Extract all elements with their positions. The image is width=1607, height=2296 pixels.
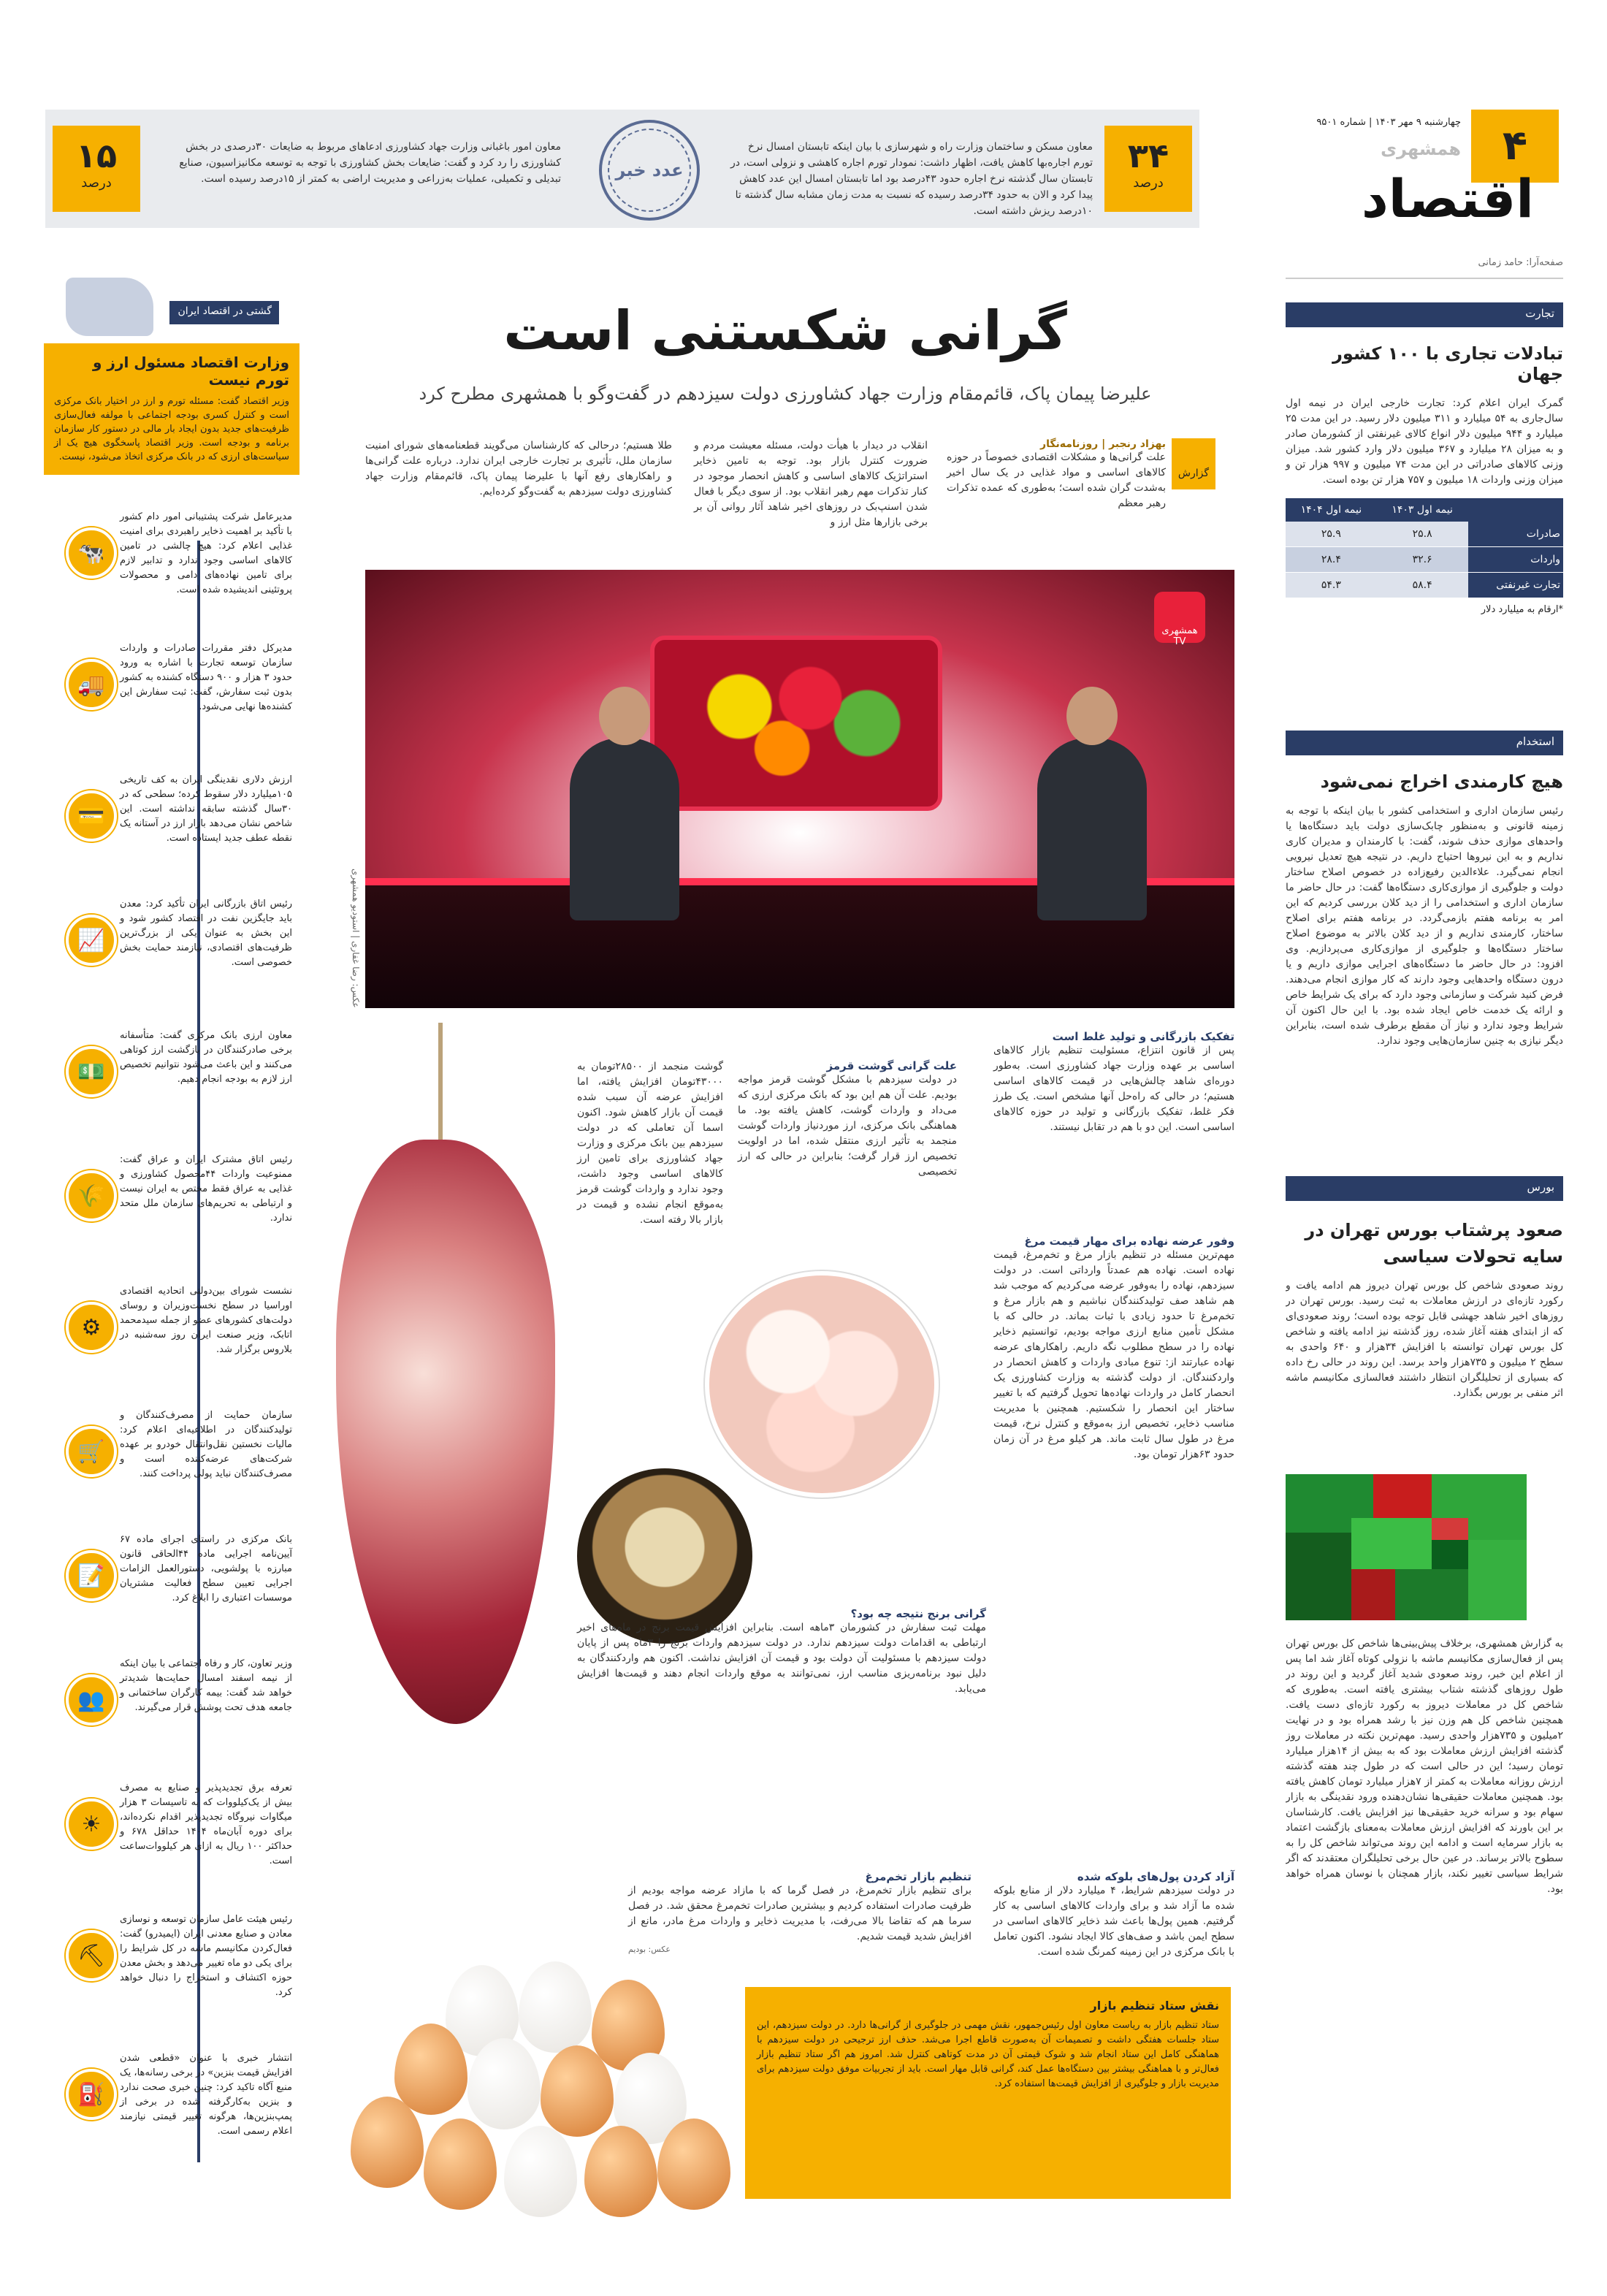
brand-hamshahri: همشهری <box>1381 139 1461 159</box>
section-meat <box>738 1059 957 1180</box>
main-headline: گرانی شکستنی است <box>503 300 1067 362</box>
subheading: علت گرانی گوشت قرمز <box>826 1059 957 1072</box>
stamp-label: عدد خبر <box>615 160 684 180</box>
sidebar-headline-body: وزیر اقتصاد گفت: مسئله تورم و ارز در اختیار بانک مرکزی است و کنترل کسری بودجه اجتماعی با مولفه فعال‌سازی ظرفیت‌های جدید بدون ایجاد بار مالی در دستور کار سازمان برنامه و بودجه است. وزیر اقتصاد پاسخگوی هیچ یک از سیاست‌های ارزی که در بانک مرکزی اتخاذ می‌شود، نیست. <box>54 396 289 462</box>
section-body: گمرک ایران اعلام کرد: تجارت خارجی ایران در نیمه اول سال‌جاری به ۵۴ میلیارد و ۳۱۱ میلیون دلار رسید. در این مدت ۲۵ میلیارد و ۹۴۴ میلیون دلار انواع کالای غیرنفتی از کشورمان صادر و به میزان ۲۸ میلیارد و ۳۶۷ میلیون دلار وارد کشور شد. میزان وزنی کالاهای صادراتی در این مدت ۷۴ میلیون و ۹۹۷ هزار تن و میزان وزنی واردات ۱۸ میلیون و ۷۵۷ هزار تن بوده است. <box>1286 397 1564 486</box>
section-chicken <box>993 1235 1234 1679</box>
cell: ۲۵.۹ <box>1286 522 1377 547</box>
sidebar-item <box>44 1140 299 1256</box>
cow-icon: 🐄 <box>66 527 117 579</box>
section-text: در دولت سیزدهم با مشکل گوشت قرمز مواجه بودیم. علت آن هم این بود که بانک مرکزی ارزی که می‌داد و واردات گوشت، کاهش یافته بود. ما هماهنگی بانک مرکزی، ارز موردنیاز واردات گوشت منجمد به تأثیر ارزی منتقل شده، اما در اولویت تخصیص ارز قرار گرفت؛ بنابراین در حالی که ارز تخصیصی <box>738 1074 957 1178</box>
sidebar-item-text: مدیرکل دفتر مقررات صادرات و واردات سازمان توسعه تجارت با اشاره به ورود حدود ۳ هزار و ۹۰۰ دستگاه کشنده به کشور بدون ثبت سفارش، گفت: ثبت سفارش این کشنده‌ها نهایی می‌شود. <box>120 643 293 712</box>
page-number: ۴ <box>1471 110 1559 183</box>
sidebar-item <box>44 1015 299 1132</box>
section-tag: تجارت <box>1286 302 1563 327</box>
subheading: وفور عرضه نهاده برای مهار قیمت مرغ <box>1024 1235 1234 1248</box>
sidebar-item <box>44 628 299 745</box>
sidebar-item <box>44 2038 299 2155</box>
top-news-strip <box>45 110 1199 228</box>
solar-icon: ☀ <box>66 1799 117 1850</box>
news-number-stamp <box>599 120 700 221</box>
cell: ۲۵.۸ <box>1377 522 1468 547</box>
hamshahri-tv-logo: همشهری TV <box>1154 592 1205 643</box>
section-bank <box>993 1870 1234 1960</box>
section-tag: بورس <box>1286 1176 1563 1201</box>
box-title: نقش ستاد تنظیم بازار <box>1090 1999 1219 2013</box>
sidebar-item <box>44 1271 299 1388</box>
section-text: مهم‌ترین مسئله در تنظیم بازار مرغ و تخم‌مرغ، قیمت نهاده است. نهاده هم عمدتاً وارداتی است. در دولت سیزدهم، نهاده را به‌وفور عرضه می‌کردیم که موجب شد هم شاهد صف تولیدکنندگان نباشیم و هم بازار مرغ و تخم‌مرغ تا حدود زیادی با ثبات بماند. در حالی که با مشکل تأمین منابع ارزی مواجه بودیم، توانستیم ذخایر نهاده را در سطح مطلوب نگه داریم. راهکارهای عرضه نهاده عبارتند از: تنوع مبادی واردات و کاهش انحصار در واردکنندگان. از دولت گذشته به وزارت کشاورزی یک انحصار کامل در واردات نهاده‌ها تحویل گرفتیم که با تغییر ساختار این انحصار را شکستیم. همچنین با مدیریت مناسب ذخایر، تخصیص ارز به‌موقع و کنترل نرخ، قیمت مرغ در طول سال ثابت ماند. هر کیلو مرغ در آن زمان حدود ۶۳هزار تومان بود. <box>993 1249 1234 1460</box>
gear-icon: ⚙ <box>66 1302 117 1353</box>
cell: ۳۲.۶ <box>1377 547 1468 573</box>
photo-credit: عکس: رضا غفاری | استودیو همشهری <box>351 869 361 1008</box>
sidebar-item <box>44 1899 299 2016</box>
table-row <box>1286 573 1563 598</box>
sidebar-item <box>44 1395 299 1512</box>
issue-date: چهارشنبه ۹ مهر ۱۴۰۳ | شماره ۹۵۰۱ <box>1316 117 1461 128</box>
section-tafkik <box>993 1030 1234 1135</box>
section-text: پس از قانون انتزاع، مسئولیت تنظیم بازار کالاهای اساسی بر عهده وزارت جهاد کشاورزی است. به‌طور دوره‌ای شاهد چالش‌هایی در قیمت کالاهای اساسی هستیم؛ در حالی که راه‌حل آنها مشخص است. یک طرز فکر غلط، تفکیک بازرگانی و تولید در حوزه کالاهای اساسی است. این دو با هم در تقابل نیستند. <box>993 1045 1234 1133</box>
section-title: تبادلات تجاری با ۱۰۰ کشور جهان <box>1332 343 1563 384</box>
sidebar-item-text: تعرفه برق تجدیدپذیر و صنایع به مصرف بیش از یک‌کیلووات که به تاسیسات ۳ هزار میگاوات نیروگاه تجدیدپذیر اقدام نکرده‌اند، برای دوره آبان‌ماه ۱۴۰۴ حداقل ۶۷۸ و حداکثر ۱۰۰ ریال به ازای هر کیلووات‌ساعت است. <box>120 1782 292 1866</box>
iran-map-icon <box>66 278 153 336</box>
top-news-right: معاون مسکن و ساختمان وزارت راه و شهرسازی با بیان اینکه تابستان امسال نرخ تورم اجاره‌بها کاهش یافت، اظهار داشت: نمودار تورم اجاره کاهشی و نزولی است، در تابستان سال گذشته نرخ اجاره حدود ۴۳درصد بود اما تابستان امسال این عدد کاهش پیدا کرد و الان به حدود ۳۴درصد رسیده که نسبت به مدت زمان مشابه سال گذشته تا ۱۰درصد ریزش داشته است. <box>730 141 1093 217</box>
sidebar-item-text: ارزش دلاری نقدینگی ایران به کف تاریخی ۱۰۵میلیارد دلار سقوط کرده؛ سطحی که در ۳۰سال گذشته سابقه نداشته است. این شاخص نشان می‌دهد بازار ارز در آستانه یک نقطه عطف جدید ایستاده است. <box>120 774 292 844</box>
sidebar-item-text: وزیر تعاون، کار و رفاه اجتماعی با بیان اینکه از نیمه اسفند امسال حمایت‌ها شدیدتر خواهد شد گفت: بیمه کارگران ساختمانی و جامعه هدف تحت پوشش قرار می‌گیرند. <box>120 1658 292 1713</box>
subheading: تنظیم بازار تخم‌مرغ <box>865 1870 972 1883</box>
guest-figure <box>1037 738 1147 920</box>
money-icon: 💵 <box>66 1046 117 1097</box>
sidebar-item-text: مدیرعامل شرکت پشتیبانی امور دام کشور با تأکید بر اهمیت ذخایر راهبردی برای امنیت غذایی اعلام کرد: هیچ چالشی در تامین کالاهای اساسی وجود ندارد و تدابیر لازم برای تامین نهاده‌های دامی و محصولات پروتئینی اندیشیده شده است. <box>120 511 292 595</box>
top-news-left: معاون امور باغبانی وزارت جهاد کشاورزی ادعاهای مربوط به ضایعات ۳۰درصدی در بخش کشاورزی را رد کرد و گفت: ضایعات بخش کشاورزی با توجه به توسعه مکانیزاسیون، صنایع تبدیلی و تکمیلی، عملیات به‌زراعی و مدیریت اراضی به کمتر از ۱۵درصد رسیده است. <box>179 141 561 185</box>
mining-icon: ⛏ <box>66 1930 117 1981</box>
rent-inflation-stat <box>1104 126 1192 212</box>
cell: ۵۸.۴ <box>1377 573 1468 598</box>
bourse-body-cont: به گزارش همشهری، برخلاف پیش‌بینی‌ها شاخص کل بورس تهران پس از فعال‌سازی مکانیسم ماشه با نزولی کوتاه آغاز شد اما پس از اعلام این خبر، روند صعودی شدید آغاز گردید و این روند در طول روزهای گذشته شتاب بیشتری یافته است. به‌طوری که شاخص کل در معاملات دیروز به رکورد تازه‌ای دست یافت. همچنین شاخص کل هم وزن نیز با رشد همراه بود و در نهایت ۲میلیون و ۷۳۵هزار واحدی رسید. مهم‌ترین نکته در معاملات روز گذشته افزایش ارزش معاملات بود که به بیش از ۱۴هزار میلیارد تومان رسید؛ این در حالی است که در طول چند هفته گذشته ارزش روزانه معاملات به کمتر از ۷هزار میلیارد تومان کاهش یافته بود. همچنین معاملات حقیقی‌ها نشان‌دهنده ورود نقدینگی به بازار سهام بود و سرانه خرید حقیقی‌ها نیز افزایش یافت. کارشناسان بر این باورند که افزایش ارزش معاملات به‌معنای بازگشت اعتماد به بازار سرمایه است و ادامه این روند می‌تواند شاخص کل را به سطوح بالاتر برساند. در عین حال برخی تحلیلگران معتقدند که اگر شرایط سیاسی تغییر نکند، بازار همچنان با نوسان همراه خواهد بود. <box>1286 1638 1563 1895</box>
truck-icon: 🚚 <box>66 659 117 710</box>
sidebar-item <box>44 1768 299 1885</box>
table-header: نیمه اول ۱۴۰۴ <box>1286 498 1377 522</box>
section-title: صعود پرشتاب بورس تهران در سایه تحولات سیاسی <box>1305 1220 1563 1267</box>
subheading: تفکیک بازرگانی و تولید غلط است <box>1052 1030 1234 1043</box>
market-regulation-box <box>745 1987 1231 2199</box>
stat-unit: درصد <box>1133 175 1164 191</box>
sidebar-headline: وزارت اقتصاد مسئول ارز و تورم نیست <box>93 354 289 389</box>
section-text: مهلت ثبت سفارش در کشورمان ۳ماهه است. بنابراین افزایش قیمت برنج در ماه‌های اخیر ارتباطی به اقدامات دولت سیزدهم ندارد. در دولت سیزدهم واردات برنج را ۳ماه پس از پایان دولت سیزدهم با مسئولیت آن دولت بود و قیمت آن افزایش نداشت. اکنون هم واردکنندگان به دلیل نبود برنامه‌ریزی مناسب ارز، نمی‌توانند به موقع واردات انجام دهند و قیمت‌ها افزایش می‌یابد. <box>577 1622 986 1695</box>
trade-section <box>1286 302 1563 615</box>
sidebar-item <box>44 760 299 877</box>
section-rice <box>577 1607 986 1697</box>
bourse-section <box>1286 1176 1563 1448</box>
intro-column-1 <box>947 438 1166 511</box>
agri-waste-stat <box>53 126 140 212</box>
meat-image <box>321 1023 570 1782</box>
stat-number: ۳۴ <box>1127 136 1169 175</box>
cell: ۲۸.۴ <box>1286 547 1377 573</box>
intro-column-3: طلا هستیم؛ درحالی که کارشناسان می‌گویند قطعنامه‌های شورای امنیت سازمان ملل، تأثیری بر تجارت خارجی ایران ندارد. درباره علت گرانی‌ها و راهکارهای رفع آنها با علیرضا پیمان پاک، قائم‌مقام وزارت جهاد کشاورزی دولت سیزدهم به گفت‌وگو کرده‌ایم. <box>365 440 672 497</box>
chicken-image <box>705 1271 939 1498</box>
grocery-basket-graphic <box>650 636 942 811</box>
sidebar-item-text: رئیس اتاق مشترک ایران و عراق گفت: ممنوعیت واردات ۴۴محصول کشاورزی و غذایی به عراق فقط مختص به ایران نیست و ارتباطی به تحریم‌های سازمان ملل متحد ندارد. <box>120 1154 293 1224</box>
row-label: واردات <box>1468 547 1563 573</box>
section-text: در دولت سیزدهم شرایط، ۴ میلیارد دلار از منابع بلوکه شده ما آزاد شد و برای واردات کالاهای اساسی به کار گرفتیم. همین پول‌ها باعث شد ذخایر کالاهای اساسی در سطح ایمن باشد و صف‌های کالا ایجاد نشود. اکنون تعامل با بانک مرکزی در این زمینه کمرنگ شده است. <box>993 1885 1234 1958</box>
fuel-icon: ⛽ <box>66 2069 117 2120</box>
sidebar-item-text: سازمان حمایت از مصرف‌کنندگان و تولیدکنندگان در اطلاعیه‌ای اعلام کرد: مالیات نخستین نقل‌وانتقال خودرو بر عهده شرکت‌های عرضه‌کننده است و مصرف‌کنندگان نباید پولی پرداخت کنند. <box>120 1410 292 1479</box>
table-note: *ارقام به میلیارد دلار <box>1481 604 1563 615</box>
people-icon: 👥 <box>66 1674 117 1725</box>
subheading: آزاد کردن پول‌های بلوکه شده <box>1077 1870 1234 1883</box>
cell: ۵۴.۳ <box>1286 573 1377 598</box>
sidebar-item-text: انتشار خبری با عنوان «قطعی شدن افزایش قیمت بنزین» در برخی رسانه‌ها، یک منبع آگاه تاکید کرد: چنین خبری صحت ندارد و بنزین به‌کارگرفته شده در برخی از پمپ‌بنزین‌ها، هرگونه تغییر قیمتی نیازمند اعلام رسمی است. <box>120 2053 292 2137</box>
sidebar-item-text: بانک مرکزی در راستای اجرای ماده ۶۷ آیین‌نامه اجرایی ماده ۴۴الحاقی قانون مبارزه با پولشویی، دستورالعمل الزامات اجرایی تعیین سطح فعالیت مشتریان موسسات اعتباری را ابلاغ کرد. <box>120 1534 292 1603</box>
section-text: برای تنظیم بازار تخم‌مرغ، در فصل گرما که با مازاد عرضه مواجه بودیم از ظرفیت صادرات استفاده کردیم و بیشترین صادرات تخم‌مرغ محقق شد. در فصل سرما هم که تقاضا بالا می‌رفت، با مدیریت ذخایر و واردات مرغ مادر، مانع از افزایش شدید قیمت شدیم. <box>628 1885 972 1942</box>
sidebar-label: گشتی در اقتصاد ایران <box>169 301 279 324</box>
editor-credit: صفحه‌آرا: حامد زمانی <box>1478 257 1563 268</box>
report-tag: گزارش <box>1172 438 1215 489</box>
stat-unit: درصد <box>81 175 112 191</box>
section-body: روند صعودی شاخص کل بورس تهران دیروز هم ادامه یافت و رکورد تازه‌ای در ارزش معاملات به ثبت رسید. بورس تهران در روزهای اخیر شاهد جهشی قابل توجه بوده است؛ روند صعودی‌ای که از ابتدای هفته آغاز شده، روز گذشته نیز ادامه یافته و شاخص کل بورس تهران توانسته با افزایش ۳۴هزار و ۶۴۰ واحدی به سطح ۲ میلیون و ۷۳۵هزار واحد برسد. این روند در حالی رخ داده که بسیاری از تحلیلگران انتظار داشتند فعالسازی مکانیسم ماشه اثر منفی بر بورس بگذارد. <box>1286 1280 1563 1399</box>
section-tag: استخدام <box>1286 731 1563 755</box>
stat-number: ۱۵ <box>75 136 118 175</box>
table-header <box>1468 498 1563 522</box>
market-treemap-image <box>1286 1474 1527 1620</box>
sidebar-item-text: نشست شورای بین‌دولتی اتحادیه اقتصادی اوراسیا در سطح نخست‌وزیران و روسای دولت‌های کشورهای عضو از جمله سیدمحمد اتابک، وزیر صنعت ایران روز سه‌شنبه در بلاروس برگزار شد. <box>119 1286 292 1355</box>
employment-section <box>1286 731 1563 1049</box>
eggs-photo-credit: عکس: بودیم <box>628 1945 671 1954</box>
masthead-divider <box>1286 278 1563 279</box>
box-body: ستاد تنظیم بازار به ریاست معاون اول رئیس‌جمهور، نقش مهمی در جلوگیری از گرانی‌ها دارد. در دولت سیزدهم، این ستاد جلسات هفتگی داشت و تصمیمات آن به‌صورت قاطع اجرا می‌شد. حذف ارز ترجیحی در دولت سیزدهم با هماهنگی کامل این ستاد انجام شد و شوک قیمتی آن در مدت کوتاهی کنترل شد. امروز هم اگر ستاد تنظیم بازار فعال‌تر و با هماهنگی بیشتر بین دستگاه‌ها عمل کند، گرانی قابل مهار است. باید از تجربیات موفق دولت سیزدهم برای مدیریت بازار و جلوگیری از افزایش قیمت‌ها استفاده کرد. <box>757 2020 1219 2089</box>
intro-column-2: انقلاب در دیدار با هیأت دولت، مسئله معیشت مردم و ضرورت کنترل بازار بود. توجه به تامین ذخایر استراتژیک کالاهای اساسی و کاهش انحصار موجود در کنار تذکرات مهم رهبر انقلاب بود. از سوی دیگر با فعال شدن اسنپ‌بک در روزهای اخیر شاهد آثار روانی آن بر برخی بازارها‌ مثل ارز و <box>694 440 928 528</box>
document-icon: 📝 <box>66 1550 117 1601</box>
interviewer-figure <box>570 738 679 920</box>
sidebar-item <box>44 1644 299 1761</box>
sidebar-item-text: رئیس هیئت عامل سازمان توسعه و نوسازی معادن و صنایع معدنی ایران (ایمیدرو) گفت: فعال‌کردن مکانیسم ماشه در کل شرایط را برای یکی دو ماه تغییر می‌دهد و بخش معدن حوزه اکتشاف و استخراج را دنبال خواهد کرد. <box>120 1914 292 1998</box>
trade-table <box>1286 498 1563 598</box>
sidebar-headline-box <box>44 343 299 475</box>
table-row <box>1286 522 1563 547</box>
eggs-image <box>321 1921 760 2228</box>
sidebar-item <box>44 884 299 1001</box>
section-meat-cont: گوشت منجمد از ۲۸۵۰۰تومان به ۴۳۰۰۰تومان افزایش یافته، اما افزایش عرضه آن سبب شده قیمت آن بازار کاهش شود. اکنون اسما آن تعاملی که در دولت سیزدهم بین بانک مرکزی و وزارت جهاد کشاورزی برای تامین ارز کالاهای اساسی وجود داشت، وجود ندارد و واردات گوشت قرمز به‌موقع انجام نشده و قیمت در بازار بالا رفته است. <box>577 1061 723 1226</box>
table-header: نیمه اول ۱۴۰۳ <box>1377 498 1468 522</box>
main-subheadline: علیرضا پیمان پاک، قائم‌مقام وزارت جهاد کشاورزی دولت سیزدهم در گفت‌وگو با همشهری مطرح کرد <box>419 384 1152 404</box>
studio-interview-photo <box>365 570 1234 1008</box>
row-label: صادرات <box>1468 522 1563 547</box>
section-body: رئیس سازمان اداری و استخدامی کشور با بیان اینکه با توجه به زمینه قانونی و به‌منظور چابک‌سازی دولت باید دستگاه‌ها یا واحدهای موازی حذف شوند، گفت: با کارمندان و مدیران کاری نداریم و به این نیرو‌ها احتیاج داریم. در نتیجه هیچ تعدیل نیرویی انجام نمی‌گیرد. علاءالدین رفیع‌زاده در خصوص اصلاح ساختار دولت و جلوگیری از موازی‌کاری دستگاه‌ها گفت: در حال حاضر ما سازمان اداری و استخدامی را از دید کلان بررسی کردیم که این امر به برنامه هفتم بازمی‌گردد. در برنامه هفتم برای اصلاح ساختار، کارمندی نداریم و از دید کلان ‌با‌لاتر به موضوع اصلاح ساختار دستگاه‌ها و جلوگیری از موازی‌کاری می‌پردازیم. وی افزود: در حال حاضر ما دستگاه‌های اجرایی موازی داریم و یا درون دستگاه واحدهایی وجود دارند که کار موازی انجام می‌دهند. فرض کنید شرکت و سازمانی وجود دارد که برای یک شرایط خاص و ارائه یک خدمت خاص ایجاد شده بود. با این حال اکنون آن شرایط وجود ندارد و نیاز آن مقطع برطرف شده است، بنابراین دیگر نیازی به چنین سازمان‌هایی وجود ندارد. <box>1286 805 1563 1047</box>
sidebar-item-text: معاون ارزی بانک مرکزی گفت: متأسفانه برخی صادرکنندگان در بازگشت ارز کوتاهی می‌کنند و این باعث می‌شود نتوانیم تخصیص ارز لازم به بودجه انجام دهیم. <box>120 1030 292 1085</box>
card-icon: 💳 <box>66 790 117 842</box>
sidebar-item <box>44 1519 299 1636</box>
row-label: تجارت غیرنفتی <box>1468 573 1563 598</box>
brand-eghtesad: اقتصاد <box>1361 168 1534 229</box>
cart-icon: 🛒 <box>66 1426 117 1477</box>
sidebar-item-text: رئیس اتاق بازرگانی ایران تأکید کرد: معدن باید جایگزین نفت در اقتصاد کشور شود و این بخش به عنوان یکی از بزرگ‌ترین ظرفیت‌های اقتصادی، نیازمند حمایت بخش خصوصی است. <box>120 899 292 968</box>
chart-icon: 📈 <box>66 915 117 966</box>
wheat-icon: 🌾 <box>66 1170 117 1221</box>
section-title: هیچ کارمندی اخراج نمی‌شود <box>1320 771 1563 792</box>
byline: بهزاد رنجبر | روزنامه‌نگار <box>1040 438 1166 450</box>
sidebar-item <box>44 497 299 614</box>
intro-text: علت گرانی‌ها و مشکلات اقتصادی خصوصاً در حوزه کالاهای اساسی و مواد غذایی در یک سال اخیر به‌شدت گران شده است؛ به‌طوری که عمده تذکرات رهبر معظم <box>947 451 1166 509</box>
subheading: گرانی برنج نتیجه چه بود؟ <box>850 1607 986 1620</box>
table-row <box>1286 547 1563 573</box>
